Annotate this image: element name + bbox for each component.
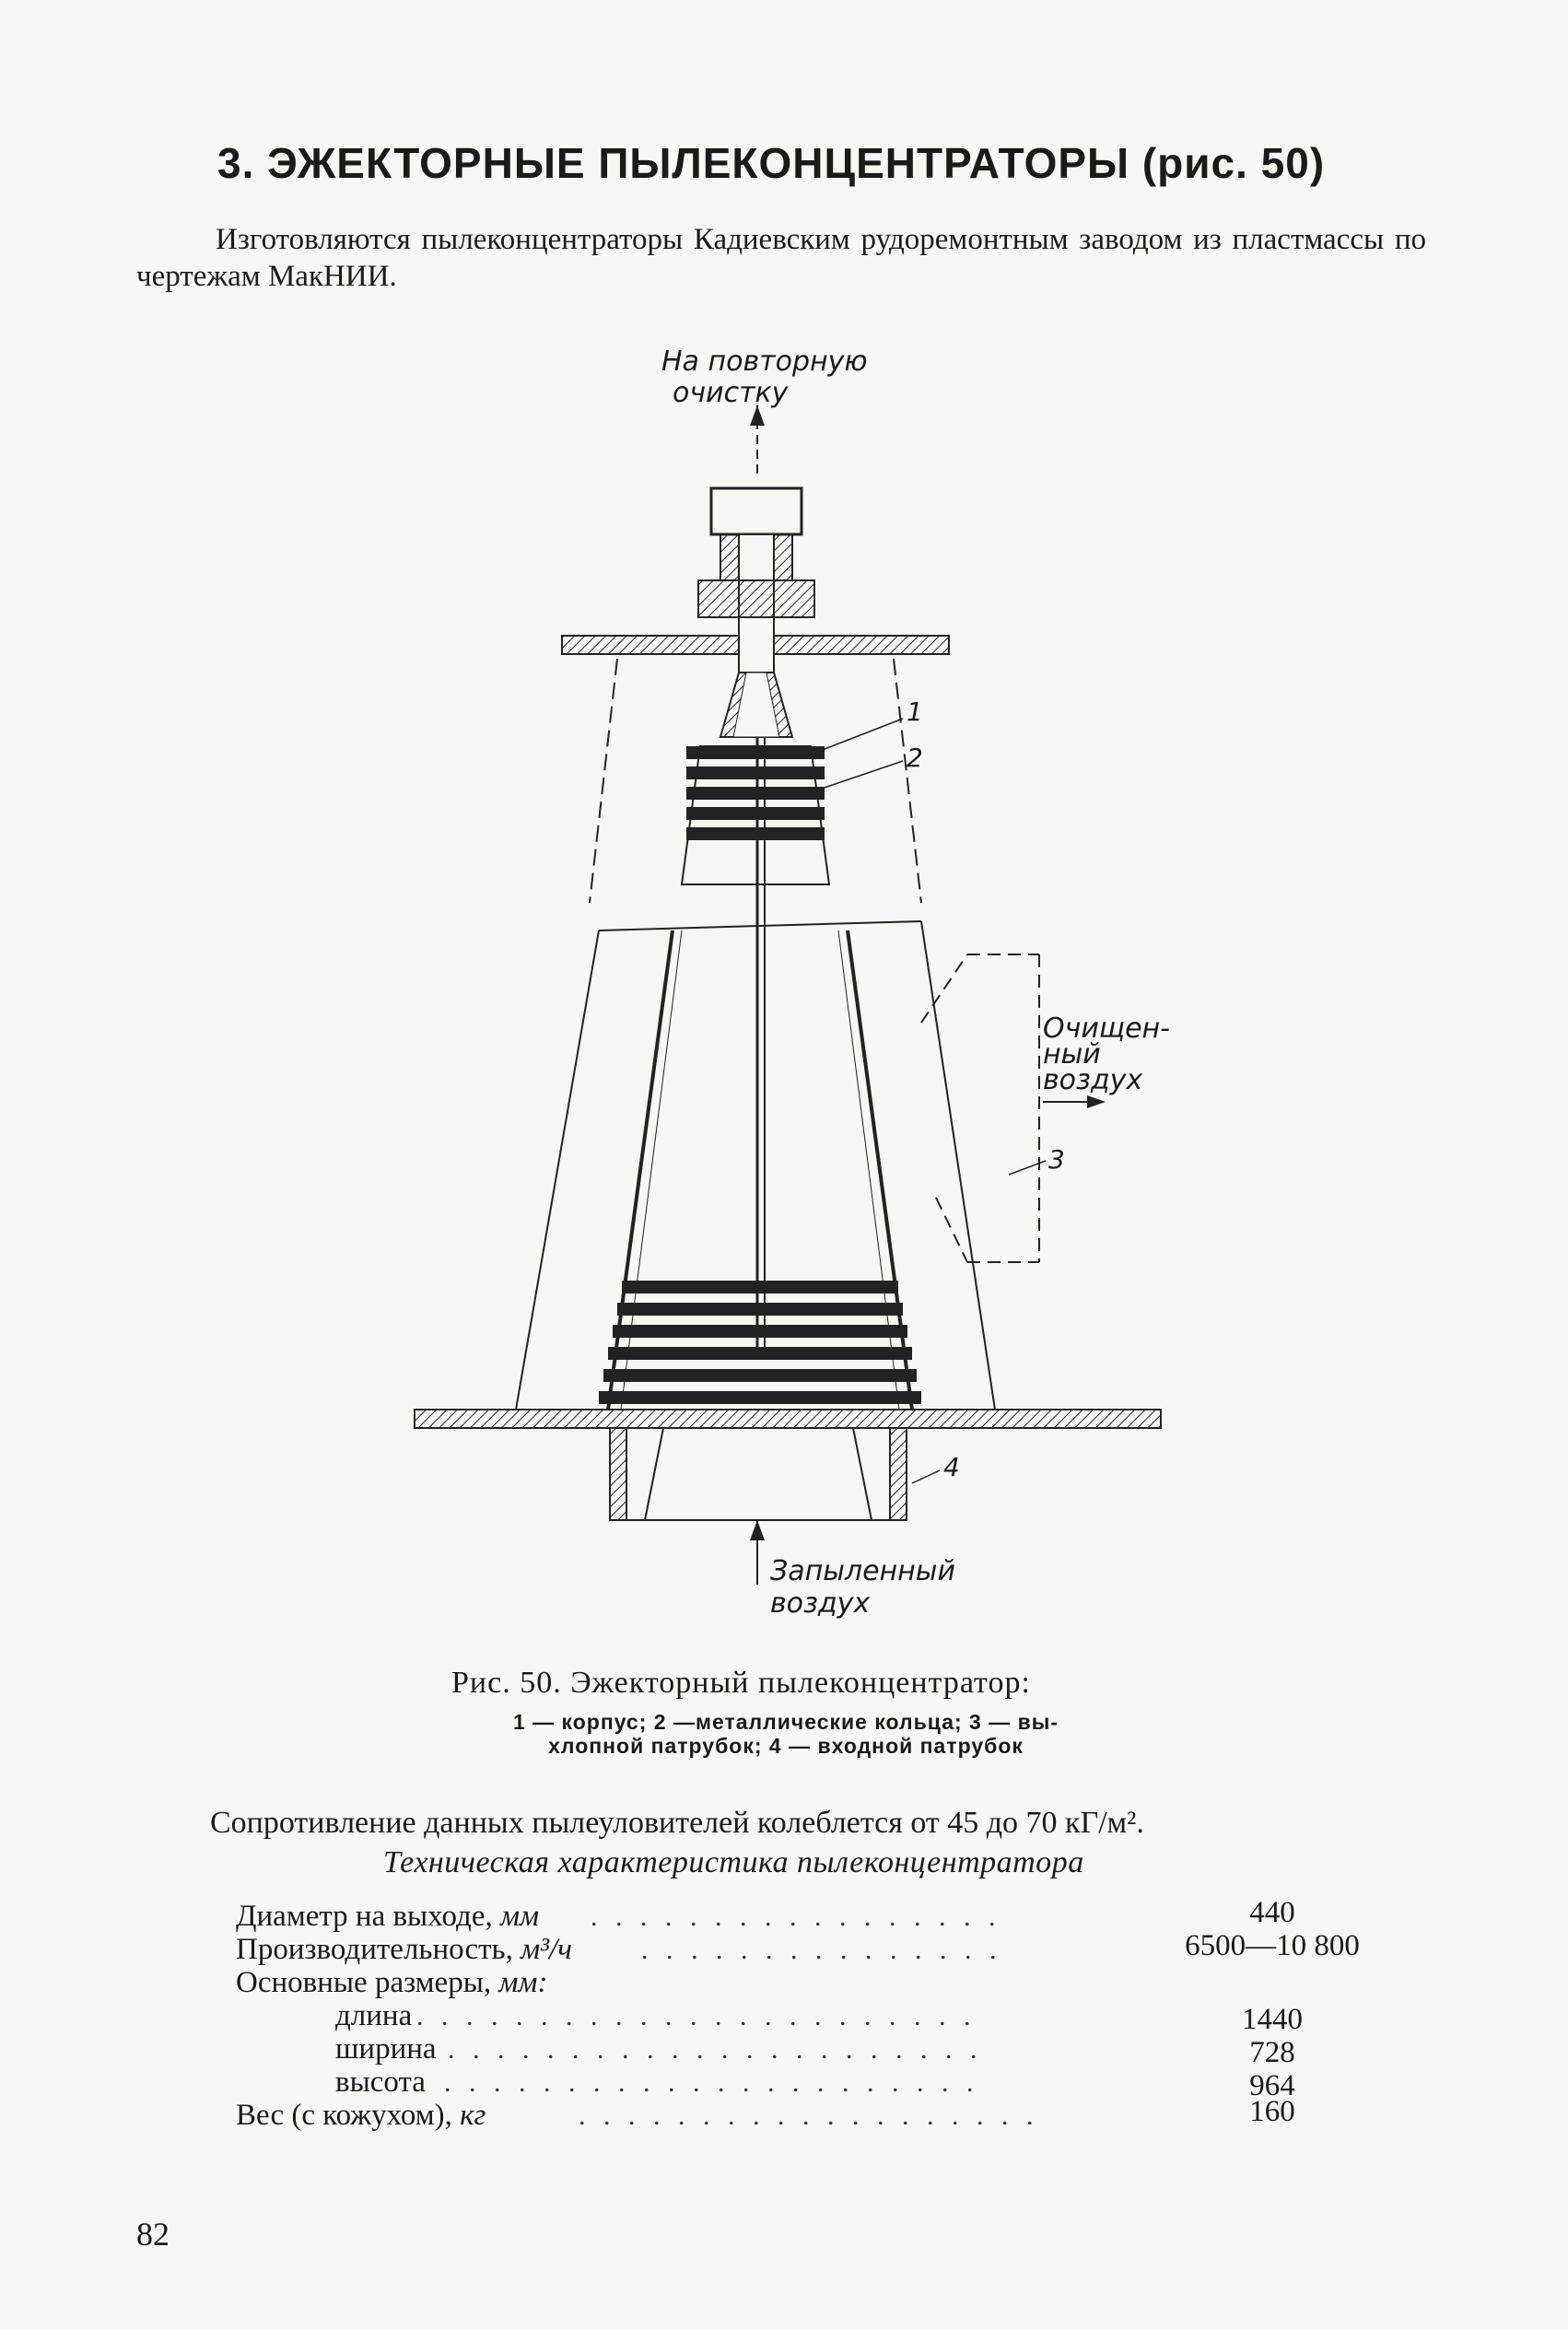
leader-dots: . . . . . . . . . . . . . . . . .	[591, 1902, 1001, 1932]
leader-dots: . . . . . . . . . . . . . . . . . . . . . .	[444, 2067, 979, 2098]
spec-row-value: 6500—10 800	[1185, 1929, 1360, 1962]
spec-row-name: Вес (с кожухом), кг	[236, 2099, 486, 2132]
leader-dots: . . . . . . . . . . . . . . . . . . . . . . .	[416, 2001, 977, 2031]
side-label-line1: Очищен-	[1043, 1012, 1170, 1045]
leader-dots: . . . . . . . . . . . . . . .	[641, 1935, 1002, 1965]
figure-caption-legend	[431, 1710, 1141, 1758]
page-number: 82	[136, 2216, 170, 2253]
caption-legend-line2: хлопной патрубок; 4 — входной патрубок	[548, 1734, 1024, 1758]
callout-1: 1	[907, 696, 923, 727]
lower-ring-pack	[599, 1281, 921, 1404]
figure-caption-title: Рис. 50. Эжекторный пылеконцентратор:	[451, 1666, 1031, 1700]
side-label-line2: ный	[1043, 1038, 1101, 1071]
spec-row-value: 728	[1249, 2036, 1295, 2069]
upper-ring-pack	[682, 746, 829, 884]
spec-row	[236, 1999, 1433, 2036]
spec-row	[236, 2032, 1433, 2069]
spec-row	[236, 1929, 1433, 1966]
section-heading: 3. ЭЖЕКТОРНЫЕ ПЫЛЕКОНЦЕНТРАТОРЫ (рис. 50)	[217, 139, 1326, 187]
intro-paragraph: Изготовляются пылеконцентраторы Кадиевским рудоремонтным заводом из пластмассы по чертежам МакНИИ.	[136, 223, 1426, 293]
side-label-line3: воздух	[1043, 1064, 1143, 1096]
ejector-drawing	[369, 341, 1253, 1658]
spec-row-value: 440	[1249, 1896, 1295, 1929]
spec-table	[236, 1896, 1433, 2132]
top-label-line1: На повторную	[661, 345, 868, 378]
spec-row-name: длина	[335, 1999, 413, 2032]
caption-legend-line1: 1 — корпус; 2 —металлические кольца; 3 — вы-	[512, 1710, 1059, 1734]
ejector-figure	[369, 341, 1253, 1658]
resistance-paragraph: Сопротивление данных пылеуловителей колеблется от 45 до 70 кГ/м².	[210, 1806, 1144, 1840]
callout-3: 3	[1048, 1144, 1065, 1175]
spec-row	[236, 1966, 1433, 1999]
top-label-line2: очистку	[673, 377, 789, 409]
leader-dots: . . . . . . . . . . . . . . . . . . . . . .	[448, 2034, 983, 2065]
callout-4: 4	[943, 1452, 960, 1482]
spec-row-name: ширина	[335, 2032, 437, 2066]
exhaust-outlet	[921, 954, 1039, 1262]
spec-row-name: Производительность, м³/ч	[236, 1933, 572, 1966]
bottom-label-line2: воздух	[770, 1587, 871, 1620]
spec-row-name: высота	[335, 2066, 426, 2099]
spec-row	[236, 1896, 1433, 1933]
spec-title: Техническая характеристика пылеконцентратора	[383, 1845, 1084, 1879]
bottom-label-line1: Запыленный	[770, 1555, 955, 1587]
spec-row	[236, 2095, 1433, 2132]
spec-row-value: 1440	[1242, 2003, 1303, 2036]
spec-row-value: 964	[1249, 2069, 1295, 2102]
spec-row-value: 160	[1249, 2095, 1295, 2128]
callout-2: 2	[907, 743, 923, 773]
leader-dots: . . . . . . . . . . . . . . . . . . .	[579, 2101, 1039, 2131]
spec-row-name: Диаметр на выходе, мм	[236, 1900, 540, 1933]
spec-row	[236, 2066, 1433, 2102]
inlet-nozzle	[610, 1428, 907, 1520]
spec-row-name: Основные размеры, мм:	[236, 1966, 548, 1999]
